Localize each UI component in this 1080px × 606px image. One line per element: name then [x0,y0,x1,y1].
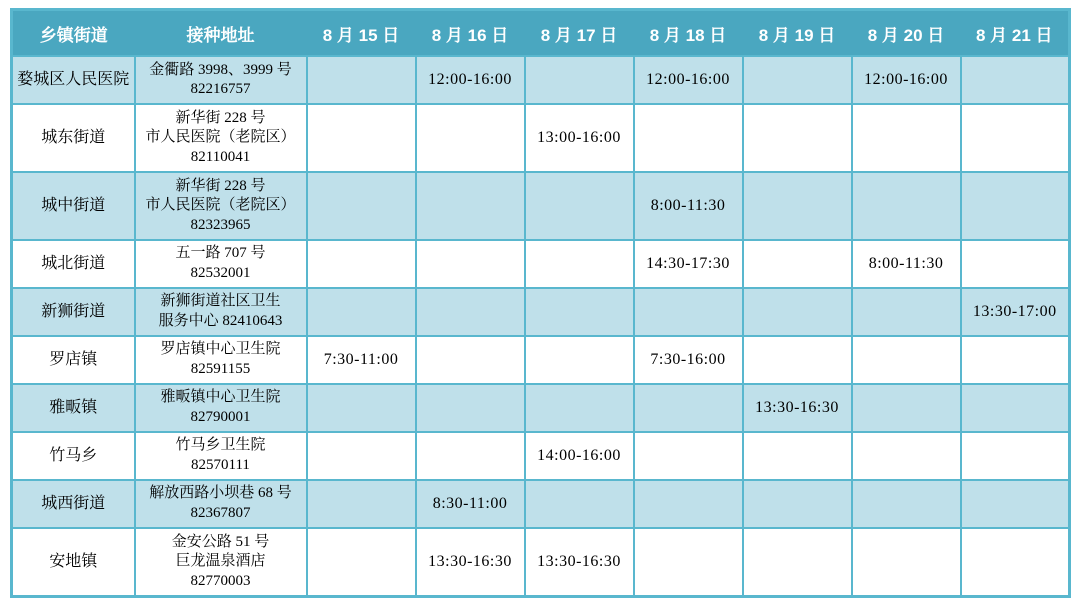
vaccination-schedule-table [10,8,1071,598]
township-cell: 婺城区人民医院 [12,56,135,104]
time-slot-cell [307,480,416,528]
time-slot-cell [852,528,961,597]
township-cell: 城北街道 [12,240,135,288]
time-slot-cell: 8:30-11:00 [416,480,525,528]
column-header-date-aug18: 8 月 18 日 [634,10,743,57]
time-slot-cell [743,528,852,597]
township-cell: 新狮街道 [12,288,135,336]
time-slot-cell [852,172,961,240]
time-slot-cell [852,104,961,172]
time-slot-cell [416,384,525,432]
time-slot-cell [743,288,852,336]
time-slot-cell [743,432,852,480]
column-header-date-aug17: 8 月 17 日 [525,10,634,57]
time-slot-cell [961,104,1070,172]
time-slot-cell [634,104,743,172]
time-slot-cell [307,240,416,288]
column-header-date-aug20: 8 月 20 日 [852,10,961,57]
time-slot-cell [634,288,743,336]
time-slot-cell: 12:00-16:00 [852,56,961,104]
address-cell: 金衢路 3998、3999 号 82216757 [135,56,307,104]
time-slot-cell [307,56,416,104]
time-slot-cell [852,288,961,336]
table-row [12,336,1070,384]
time-slot-cell [743,240,852,288]
time-slot-cell: 14:30-17:30 [634,240,743,288]
table-header [12,10,1070,57]
table-row [12,288,1070,336]
time-slot-cell [961,336,1070,384]
column-header-township: 乡镇街道 [12,10,135,57]
column-header-date-aug21: 8 月 21 日 [961,10,1070,57]
time-slot-cell [743,480,852,528]
township-cell: 城西街道 [12,480,135,528]
time-slot-cell [525,240,634,288]
time-slot-cell [743,104,852,172]
time-slot-cell: 13:30-17:00 [961,288,1070,336]
table-row [12,480,1070,528]
time-slot-cell [961,480,1070,528]
time-slot-cell [743,336,852,384]
time-slot-cell [634,432,743,480]
table-row [12,528,1070,597]
township-cell: 罗店镇 [12,336,135,384]
time-slot-cell [961,172,1070,240]
time-slot-cell [416,336,525,384]
column-header-date-aug19: 8 月 19 日 [743,10,852,57]
time-slot-cell [961,432,1070,480]
table-row [12,384,1070,432]
time-slot-cell [961,56,1070,104]
time-slot-cell [416,172,525,240]
time-slot-cell [525,288,634,336]
table-row [12,432,1070,480]
time-slot-cell: 8:00-11:30 [634,172,743,240]
time-slot-cell [307,384,416,432]
header-row [12,10,1070,57]
address-cell: 五一路 707 号 82532001 [135,240,307,288]
table-row [12,172,1070,240]
time-slot-cell: 13:30-16:30 [743,384,852,432]
address-cell: 解放西路小坝巷 68 号 82367807 [135,480,307,528]
address-cell: 新华街 228 号 市人民医院（老院区） 82323965 [135,172,307,240]
time-slot-cell [416,104,525,172]
column-header-date-aug16: 8 月 16 日 [416,10,525,57]
address-cell: 竹马乡卫生院 82570111 [135,432,307,480]
time-slot-cell [852,480,961,528]
time-slot-cell: 7:30-16:00 [634,336,743,384]
time-slot-cell: 8:00-11:30 [852,240,961,288]
township-cell: 雅畈镇 [12,384,135,432]
time-slot-cell [961,240,1070,288]
time-slot-cell [307,432,416,480]
time-slot-cell [416,432,525,480]
time-slot-cell: 13:30-16:30 [416,528,525,597]
address-cell: 新狮街道社区卫生 服务中心 82410643 [135,288,307,336]
time-slot-cell [307,104,416,172]
column-header-address: 接种地址 [135,10,307,57]
table-body [12,56,1070,597]
time-slot-cell [525,172,634,240]
time-slot-cell: 13:00-16:00 [525,104,634,172]
time-slot-cell [525,336,634,384]
time-slot-cell: 12:00-16:00 [416,56,525,104]
time-slot-cell: 14:00-16:00 [525,432,634,480]
time-slot-cell [307,288,416,336]
township-cell: 安地镇 [12,528,135,597]
time-slot-cell [852,384,961,432]
time-slot-cell [525,56,634,104]
table-row [12,56,1070,104]
time-slot-cell [852,336,961,384]
time-slot-cell: 7:30-11:00 [307,336,416,384]
time-slot-cell [852,432,961,480]
time-slot-cell [743,172,852,240]
time-slot-cell [307,172,416,240]
table-row [12,240,1070,288]
time-slot-cell [525,480,634,528]
time-slot-cell [634,480,743,528]
time-slot-cell [961,528,1070,597]
time-slot-cell [743,56,852,104]
time-slot-cell [525,384,634,432]
time-slot-cell [961,384,1070,432]
township-cell: 城东街道 [12,104,135,172]
time-slot-cell: 12:00-16:00 [634,56,743,104]
time-slot-cell [634,528,743,597]
address-cell: 新华街 228 号 市人民医院（老院区） 82110041 [135,104,307,172]
time-slot-cell [416,288,525,336]
address-cell: 金安公路 51 号 巨龙温泉酒店 82770003 [135,528,307,597]
address-cell: 雅畈镇中心卫生院 82790001 [135,384,307,432]
time-slot-cell: 13:30-16:30 [525,528,634,597]
column-header-date-aug15: 8 月 15 日 [307,10,416,57]
time-slot-cell [634,384,743,432]
time-slot-cell [416,240,525,288]
table-row [12,104,1070,172]
time-slot-cell [307,528,416,597]
vaccination-schedule [10,8,1071,598]
township-cell: 竹马乡 [12,432,135,480]
address-cell: 罗店镇中心卫生院 82591155 [135,336,307,384]
township-cell: 城中街道 [12,172,135,240]
